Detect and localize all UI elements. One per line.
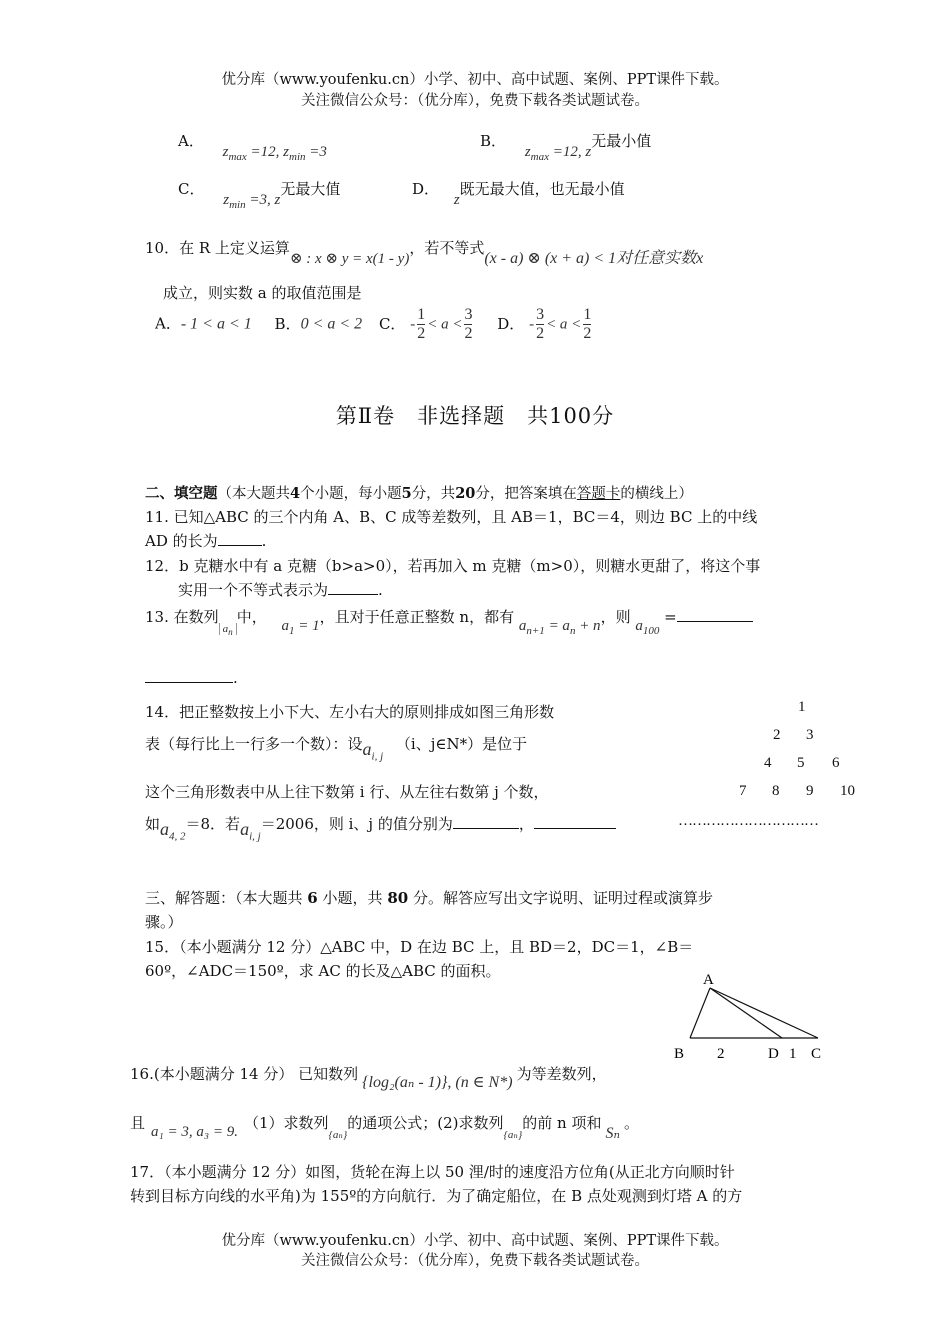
q14-line-4: 如$a_{4, 2}=8$．若$a_{i, j}=2006$，则 i、j 的值分别为 ，: [145, 813, 616, 837]
q11-line-1: 11. 已知△ABC 的三个内角 A、B、C 成等差数列，且 AB＝1，BC＝4，则边 BC 上的中线: [145, 508, 758, 526]
q9-option-b: B． $z_{max} =12$, z无最小值: [480, 132, 652, 163]
q16-line-1: 16.(本小题满分 14 分） 已知数列 {log₂(aₙ - 1)}, (n ∈ N*) 为等差数列，: [130, 1065, 607, 1091]
q16-line-2: 且 a₁ = 3, a₃ = 9. （1）求数列$_{\{a_n\}}$的通项公式；(2)求数列$_{\{a_n\}}$的前 n 项和Sₙ。: [130, 1114, 639, 1142]
triangle-number: 4: [764, 755, 772, 771]
triangle-number: 6: [832, 755, 840, 771]
label-b: B: [674, 1046, 685, 1062]
q12-line-1: 12．b 克糖水中有 a 克糖（b>a>0），若再加入 m 克糖（m>0），则糖水更甜了，将这个事: [145, 557, 761, 575]
side-ab: [690, 988, 710, 1038]
q9-option-a: A． $z_{max} =12$, $z_{min} =3$: [178, 132, 327, 163]
q9-option-d: D． z既无最大值，也无最小值: [412, 180, 625, 208]
triangle-number: 2: [773, 727, 781, 743]
label-c: C: [811, 1046, 822, 1062]
triangle-number: 5: [797, 755, 805, 771]
triangle-number: 10: [840, 783, 855, 799]
q10-stem: 10．在 R 上定义运算⊗ : x ⊗ y = x(1 - y)，若不等式(x - a) ⊗ (x + a) < 1对任意实数x: [145, 239, 704, 267]
q13-blank-2: .: [145, 668, 238, 687]
q17-line-1: 17．（本小题满分 12 分）如图，货轮在海上以 50 浬/时的速度沿方位角(从正北方向顺时针: [130, 1163, 735, 1181]
triangle-number: 8: [772, 783, 780, 799]
label-dc-length: 1: [789, 1046, 797, 1062]
header-line-2: 关注微信公众号：（优分库），免费下载各类试题试卷。: [301, 93, 649, 109]
triangle-number: 9: [806, 783, 814, 799]
footer-line-2: 关注微信公众号：（优分库），免费下载各类试题试卷。: [301, 1253, 649, 1269]
footer-line-1: 优分库（www.youfenku.cn）小学、初中、高中试题、案例、PPT课件下载。: [221, 1233, 729, 1249]
triangle-number: 7: [739, 783, 747, 799]
part2-title: 第Ⅱ卷 非选择题 共100分: [335, 404, 615, 428]
q15-line-1: 15．（本小题满分 12 分）△ABC 中，D 在边 BC 上，且 BD＝2，DC＝1，∠B＝: [145, 938, 694, 956]
q17-line-2: 转到目标方向线的水平角)为 155º的方向航行．为了确定船位，在 B 点处观测到灯塔 A 的方: [130, 1187, 743, 1205]
triangle-number: 3: [806, 727, 814, 743]
q12-line-2: 实用一个不等式表示为 .: [178, 581, 383, 599]
q13-stem: 13. 在数列$_{a_n}$中， $a_1 = 1$，且对于任意正整数 n，都有 $a_{n+1} = a_n + n$，则 $a_{100}$ =: [145, 606, 753, 629]
segment-ad: [710, 988, 782, 1038]
q10-stem-2: 成立，则实数 a 的取值范围是: [163, 284, 362, 302]
q14-line-2: 表（每行比上一行多一个数）：设$a_{i, j}$ （i、j∈N*）是位于: [145, 735, 528, 763]
triangle-dots: …………………………: [678, 813, 818, 829]
section3-heading: 三、解答题：（本大题共 6 小题，共 80 分。解答应写出文字说明、证明过程或演算步: [145, 889, 713, 907]
label-bd-length: 2: [717, 1046, 725, 1062]
q14-line-1: 14．把正整数按上小下大、左小右大的原则排成如图三角形数: [145, 703, 555, 721]
q10-options: A．- 1 < a < 1 B．0 < a < 2 C． - $\frac{1}{2}$ < a < $\frac{3}{2}$ D． - $\frac{3}{2}$ < a < $\frac{1}{2}$: [155, 306, 592, 342]
header-line-1: 优分库（www.youfenku.cn）小学、初中、高中试题、案例、PPT课件下载。: [221, 72, 729, 88]
q11-line-2: AD 的长为 .: [145, 532, 267, 550]
section3-heading-2: 骤。）: [145, 913, 183, 931]
q14-line-3: 这个三角形数表中从上往下数第 i 行、从左往右数第 j 个数，: [145, 783, 549, 801]
q15-line-2: 60º，∠ADC＝150º，求 AC 的长及△ABC 的面积。: [145, 962, 501, 980]
q9-option-c: C． $z_{min} =3$, z无最大值: [178, 180, 341, 211]
side-ac: [710, 988, 818, 1038]
section2-heading: 二、填空题（本大题共4个小题，每小题5分，共20分，把答案填在答题卡的横线上）: [145, 485, 693, 502]
triangle-number: 1: [798, 699, 806, 715]
label-d: D: [768, 1046, 779, 1062]
label-a: A: [703, 972, 714, 988]
q15-triangle-figure: [668, 966, 838, 1062]
